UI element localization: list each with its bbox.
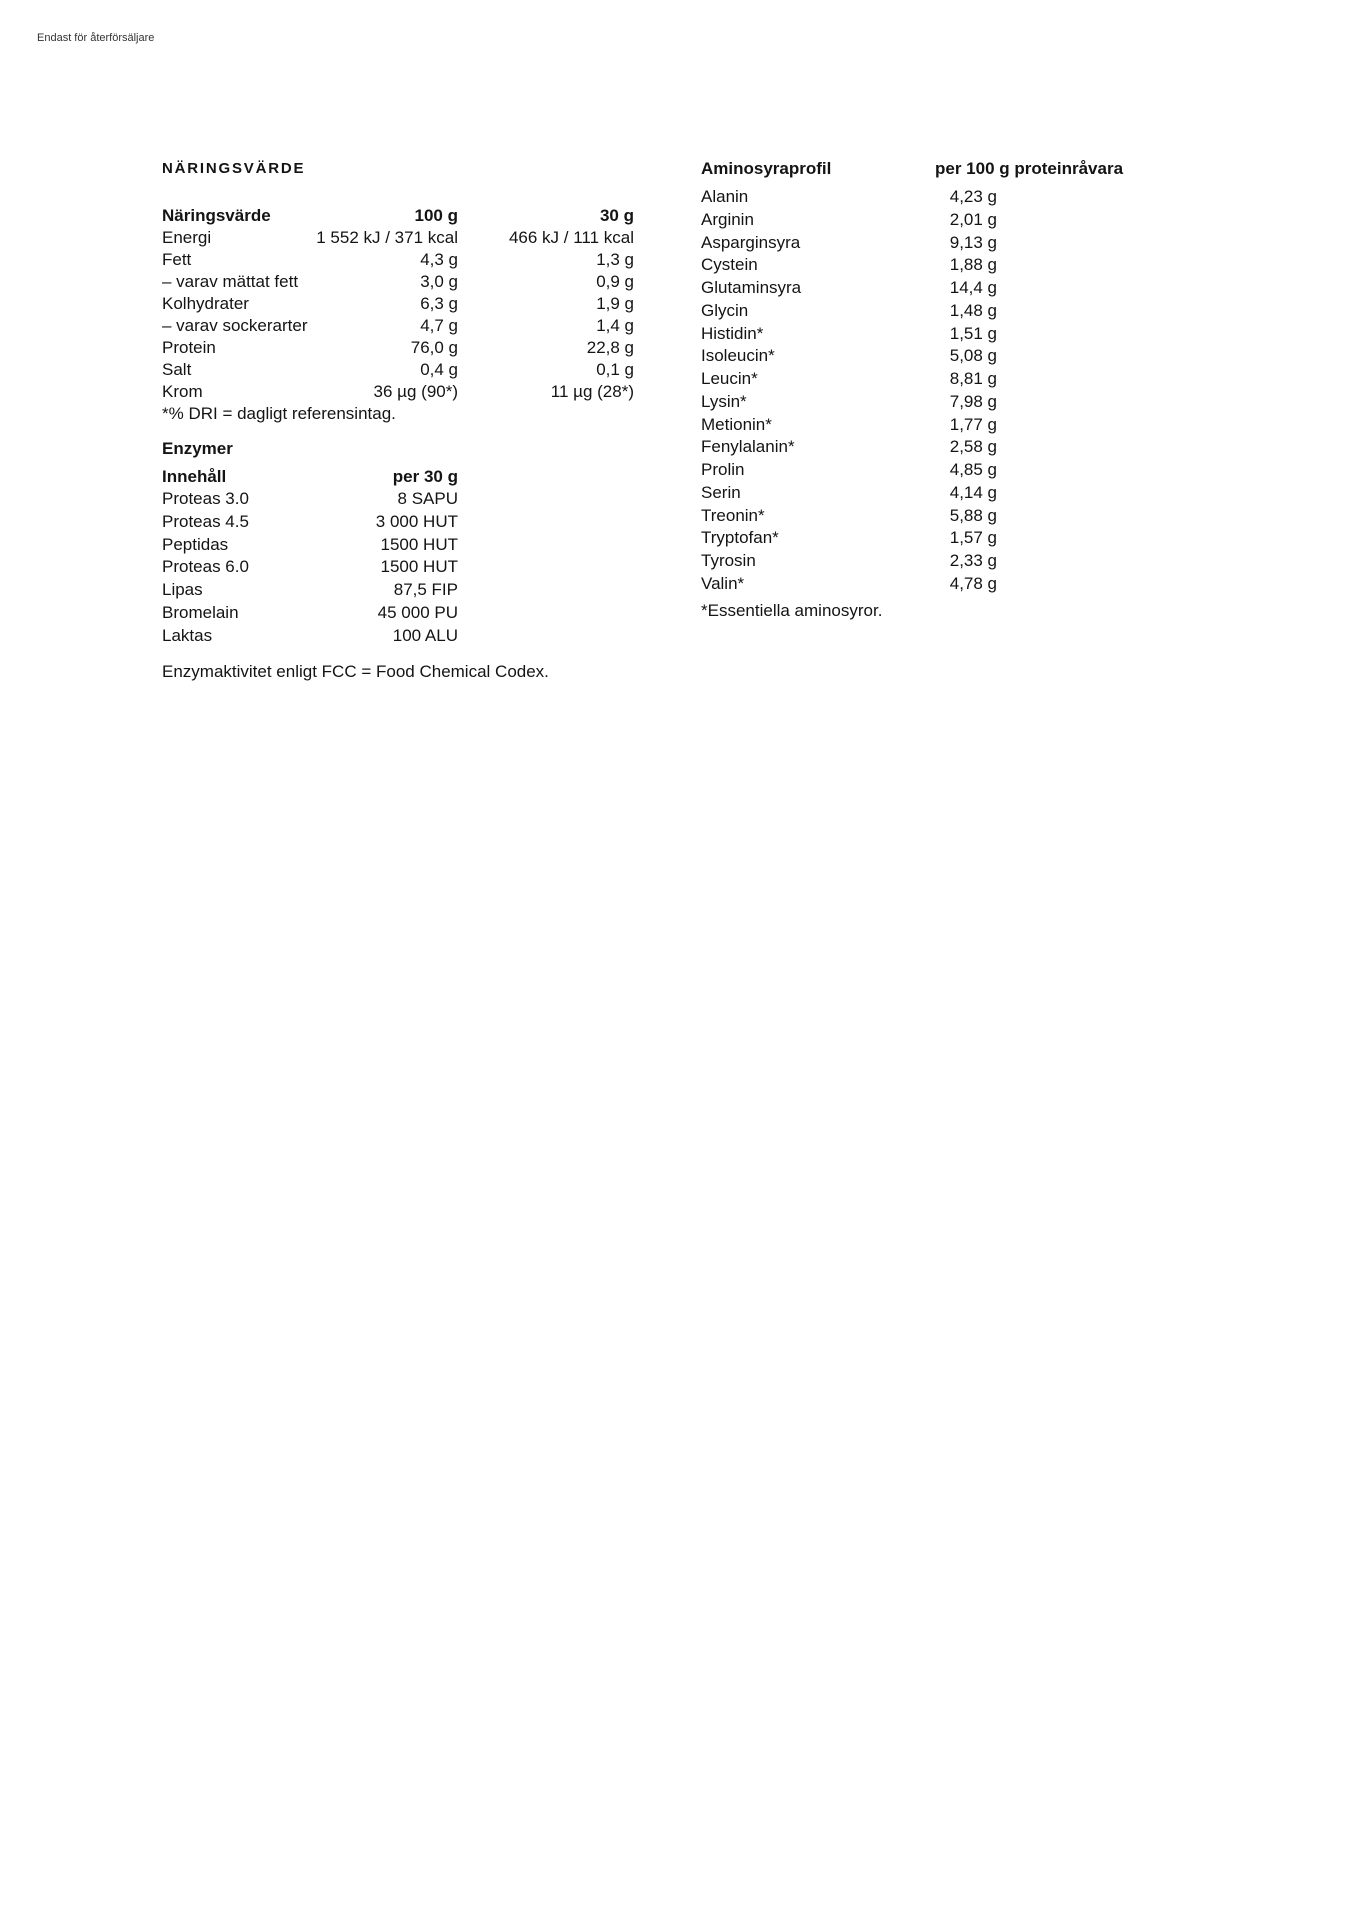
- dri-footnote: *% DRI = dagligt referensintag.: [162, 404, 396, 423]
- amino-row: [701, 368, 997, 391]
- amino-value: 4,78 g: [949, 573, 997, 593]
- nutrient-label: Krom: [162, 382, 203, 401]
- amino-label: Alanin: [701, 187, 749, 206]
- enzymes-title: Enzymer: [162, 439, 233, 458]
- nutrition-row: [162, 337, 634, 359]
- amino-table-header: [701, 158, 1124, 186]
- value-per-30g: 11 µg (28*): [550, 382, 634, 401]
- value-per-30g: 0,1 g: [596, 360, 634, 379]
- enzyme-label: Laktas: [162, 625, 213, 645]
- amino-value: 1,77 g: [949, 414, 997, 434]
- amino-value: 1,51 g: [949, 323, 997, 343]
- value-per-30g: 1,4 g: [596, 316, 634, 335]
- enzyme-label: Bromelain: [162, 602, 239, 622]
- enzyme-row: [162, 488, 458, 511]
- value-per-30g: 0,9 g: [596, 272, 634, 291]
- amino-row: [701, 323, 997, 346]
- enzyme-row: [162, 602, 458, 625]
- nutrition-row: [162, 381, 634, 403]
- nutrient-label: – varav sockerarter: [162, 316, 308, 335]
- value-per-100g: 4,7 g: [420, 316, 458, 335]
- enzyme-label: Peptidas: [162, 534, 229, 554]
- amino-value: 14,4 g: [949, 278, 997, 297]
- amino-label: Glycin: [701, 300, 749, 320]
- amino-label: Tyrosin: [701, 551, 756, 570]
- amino-label: Serin: [701, 482, 741, 502]
- nutrient-label: Salt: [162, 360, 192, 379]
- value-per-100g: 0,4 g: [420, 360, 458, 379]
- amino-row: [701, 414, 997, 437]
- enzyme-label: Proteas 4.5: [162, 511, 249, 531]
- value-per-100g: 4,3 g: [420, 250, 458, 269]
- amino-row: [701, 573, 997, 596]
- amino-value: 4,23 g: [949, 187, 997, 206]
- value-per-30g: 22,8 g: [586, 338, 634, 357]
- nutrition-row: [162, 227, 634, 249]
- amino-title: Aminosyraprofil: [701, 159, 832, 178]
- value-per-100g: 3,0 g: [420, 272, 458, 291]
- nutrient-label: Fett: [162, 250, 192, 269]
- enzymes-table-header: [162, 466, 458, 488]
- amino-value: 2,01 g: [949, 209, 997, 229]
- amino-label: Prolin: [701, 460, 745, 479]
- nutrient-label: Protein: [162, 338, 216, 357]
- nutrition-row: [162, 359, 634, 381]
- enzyme-value: 45 000 PU: [377, 602, 458, 622]
- amino-label: Valin*: [701, 573, 745, 593]
- value-per-100g: 6,3 g: [420, 294, 458, 313]
- nutrition-section-title: NÄRINGSVÄRDE: [162, 160, 306, 177]
- amino-value: 4,14 g: [949, 482, 997, 502]
- amino-label: Glutaminsyra: [701, 278, 802, 297]
- amino-label: Lysin*: [701, 391, 747, 411]
- value-per-30g: 1,9 g: [596, 294, 634, 313]
- enzyme-value: 100 ALU: [392, 625, 458, 645]
- enzyme-row: [162, 625, 458, 648]
- value-per-30g: 466 kJ / 111 kcal: [508, 228, 634, 247]
- header-note: Endast för återförsäljare: [37, 32, 155, 44]
- amino-acid-table: [701, 158, 1124, 186]
- amino-row: [701, 436, 997, 459]
- amino-value: 7,98 g: [949, 391, 997, 411]
- amino-row: [701, 482, 997, 505]
- enzyme-label: Proteas 6.0: [162, 557, 249, 577]
- nutrient-label: Energi: [162, 228, 212, 247]
- amino-row: [701, 550, 997, 573]
- enzyme-label: Proteas 3.0: [162, 489, 249, 508]
- amino-label: Asparginsyra: [701, 232, 801, 252]
- amino-row: [701, 209, 997, 232]
- value-per-100g: 76,0 g: [410, 338, 458, 357]
- amino-value: 5,88 g: [949, 505, 997, 525]
- enzyme-activity-note: Enzymaktivitet enligt FCC = Food Chemical Codex.: [162, 662, 549, 681]
- enzymes-header-label: Innehåll: [162, 467, 227, 486]
- nutrition-header-30g: 30 g: [599, 206, 634, 225]
- nutrient-label: Kolhydrater: [162, 294, 249, 313]
- amino-row: [701, 232, 997, 255]
- amino-row: [701, 391, 997, 414]
- nutrient-label: – varav mättat fett: [162, 272, 299, 291]
- amino-row: [701, 527, 997, 550]
- enzyme-value: 3 000 HUT: [375, 511, 458, 531]
- nutrition-row: [162, 315, 634, 337]
- enzyme-row: [162, 556, 458, 579]
- amino-value: 1,48 g: [949, 300, 997, 320]
- nutrition-header-100g: 100 g: [414, 206, 458, 225]
- amino-value: 5,08 g: [949, 346, 997, 366]
- value-per-30g: 1,3 g: [596, 250, 634, 269]
- amino-label: Cystein: [701, 255, 758, 275]
- enzyme-value: 1500 HUT: [380, 534, 458, 554]
- enzyme-row: [162, 534, 458, 557]
- value-per-100g: 36 µg (90*): [373, 382, 458, 401]
- amino-label: Tryptofan*: [701, 528, 779, 548]
- enzyme-value: 1500 HUT: [380, 557, 458, 577]
- amino-label: Metionin*: [701, 414, 772, 434]
- amino-value: 2,58 g: [949, 437, 997, 457]
- nutrition-row: [162, 249, 634, 271]
- nutrition-row: [162, 271, 634, 293]
- enzyme-row: [162, 579, 458, 602]
- enzyme-label: Lipas: [162, 580, 203, 600]
- value-per-100g: 1 552 kJ / 371 kcal: [316, 228, 458, 247]
- amino-acid-rows: [701, 186, 997, 596]
- amino-label: Leucin*: [701, 369, 758, 388]
- amino-value: 1,57 g: [949, 528, 997, 548]
- enzyme-value: 8 SAPU: [397, 489, 458, 508]
- amino-value: 4,85 g: [949, 460, 997, 479]
- amino-label: Isoleucin*: [701, 346, 775, 366]
- nutrition-row: [162, 293, 634, 315]
- amino-value: 1,88 g: [949, 255, 997, 275]
- amino-row: [701, 254, 997, 277]
- amino-row: [701, 505, 997, 528]
- amino-label: Treonin*: [701, 505, 765, 525]
- essential-amino-footnote: *Essentiella aminosyror.: [701, 601, 883, 620]
- amino-row: [701, 277, 997, 300]
- enzyme-row: [162, 511, 458, 534]
- nutrition-header-label: Näringsvärde: [162, 206, 271, 225]
- amino-value: 2,33 g: [949, 551, 997, 570]
- amino-column-header: per 100 g proteinråvara: [935, 159, 1124, 178]
- amino-row: [701, 186, 997, 209]
- amino-label: Arginin: [701, 209, 754, 229]
- nutrition-table-header: [162, 205, 634, 227]
- amino-label: Fenylalanin*: [701, 437, 795, 457]
- amino-row: [701, 345, 997, 368]
- enzymes-table: [162, 466, 458, 648]
- amino-label: Histidin*: [701, 323, 764, 343]
- amino-row: [701, 300, 997, 323]
- enzymes-header-value: per 30 g: [392, 467, 458, 486]
- nutrition-table: [162, 205, 634, 425]
- enzyme-value: 87,5 FIP: [393, 580, 458, 600]
- amino-value: 9,13 g: [949, 232, 997, 252]
- amino-value: 8,81 g: [949, 369, 997, 388]
- amino-row: [701, 459, 997, 482]
